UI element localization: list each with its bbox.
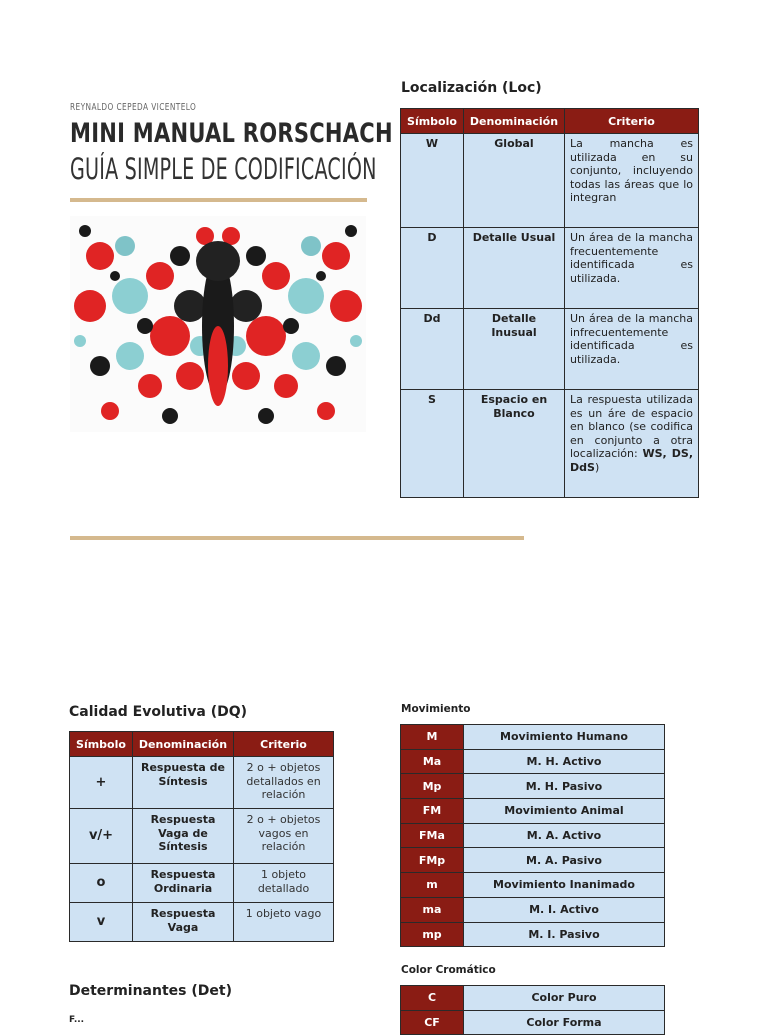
mov-denomination: M. A. Pasivo	[464, 848, 665, 873]
mov-symbol: ma	[401, 897, 464, 922]
mov-denomination: M. A. Activo	[464, 823, 665, 848]
mov-table	[400, 724, 665, 947]
loc-criterion-end: )	[594, 460, 600, 474]
title-rule	[70, 198, 367, 202]
table-row	[401, 390, 699, 498]
dq-symbol: v/+	[70, 809, 133, 864]
table-row	[401, 986, 665, 1011]
table-row	[401, 1010, 665, 1035]
title-line-2: GUÍA SIMPLE DE CODIFICACIÓN	[70, 152, 377, 186]
table-row	[401, 922, 665, 947]
loc-header-criterion: Criterio	[565, 109, 699, 134]
mov-denomination: Movimiento Animal	[464, 799, 665, 824]
dq-denomination: Respuesta Vaga	[133, 903, 234, 942]
dq-denomination: Respuesta Ordinaria	[133, 864, 234, 903]
color-table	[400, 985, 665, 1035]
mov-title: Movimiento	[401, 703, 471, 715]
dq-criterion: 2 o + objetos vagos en relación	[234, 809, 334, 864]
loc-denomination: Detalle Inusual	[464, 309, 565, 390]
loc-symbol: D	[401, 228, 464, 309]
mov-denomination: M. H. Pasivo	[464, 774, 665, 799]
table-row	[401, 873, 665, 898]
table-row	[401, 774, 665, 799]
dq-symbol: +	[70, 757, 133, 809]
dq-table	[69, 731, 334, 942]
loc-header-symbol: Símbolo	[401, 109, 464, 134]
dq-header-criterion: Criterio	[234, 732, 334, 757]
det-subheading: F...	[69, 1015, 85, 1025]
table-row	[401, 749, 665, 774]
mov-symbol: Ma	[401, 749, 464, 774]
mov-symbol: FMa	[401, 823, 464, 848]
table-row	[401, 725, 665, 750]
loc-header-denomination: Denominación	[464, 109, 565, 134]
loc-criterion: Un área de la mancha frecuentemente identificada es utilizada.	[565, 228, 699, 309]
mov-denomination: M. I. Pasivo	[464, 922, 665, 947]
dq-denomination: Respuesta de Síntesis	[133, 757, 234, 809]
table-row	[70, 903, 334, 942]
mov-denomination: Movimiento Inanimado	[464, 873, 665, 898]
dq-criterion: 2 o + objetos detallados en relación	[234, 757, 334, 809]
color-symbol: CF	[401, 1010, 464, 1035]
mov-symbol: FMp	[401, 848, 464, 873]
table-row	[401, 799, 665, 824]
mov-denomination: M. I. Activo	[464, 897, 665, 922]
color-denomination: Color Forma	[464, 1010, 665, 1035]
mov-denomination: M. H. Activo	[464, 749, 665, 774]
title-line-1: MINI MANUAL RORSCHACH	[70, 118, 393, 149]
loc-table	[400, 108, 699, 498]
author-name: REYNALDO CEPEDA VICENTELO	[70, 102, 197, 113]
table-row	[401, 134, 699, 228]
loc-criterion-bold: WS, DS, DdS	[570, 447, 693, 474]
color-denomination: Color Puro	[464, 986, 665, 1011]
loc-criterion-text: La respuesta utilizada es un áre de espacio en blanco (se codifica en conjunto a otra localización:	[570, 393, 693, 461]
table-row	[401, 848, 665, 873]
color-title: Color Cromático	[401, 964, 496, 976]
table-row	[70, 757, 334, 809]
loc-symbol: W	[401, 134, 464, 228]
mov-denomination: Movimiento Humano	[464, 725, 665, 750]
table-row	[401, 823, 665, 848]
table-row	[70, 809, 334, 864]
color-symbol: C	[401, 986, 464, 1011]
table-row	[401, 309, 699, 390]
loc-symbol: Dd	[401, 309, 464, 390]
mov-symbol: m	[401, 873, 464, 898]
mov-symbol: M	[401, 725, 464, 750]
dq-criterion: 1 objeto vago	[234, 903, 334, 942]
det-title: Determinantes (Det)	[69, 983, 232, 999]
table-row	[401, 228, 699, 309]
loc-symbol: S	[401, 390, 464, 498]
dq-symbol: v	[70, 903, 133, 942]
table-row	[401, 897, 665, 922]
loc-title: Localización (Loc)	[401, 80, 542, 96]
dq-denomination: Respuesta Vaga de Síntesis	[133, 809, 234, 864]
loc-criterion: Un área de la mancha infrecuentemente identificada es utilizada.	[565, 309, 699, 390]
dq-header-symbol: Símbolo	[70, 732, 133, 757]
dq-header-denomination: Denominación	[133, 732, 234, 757]
mov-symbol: Mp	[401, 774, 464, 799]
dq-symbol: o	[70, 864, 133, 903]
loc-denomination: Detalle Usual	[464, 228, 565, 309]
loc-criterion	[565, 390, 699, 498]
inkblot-image	[70, 216, 366, 432]
table-row	[70, 864, 334, 903]
loc-denomination: Espacio en Blanco	[464, 390, 565, 498]
dq-title: Calidad Evolutiva (DQ)	[69, 704, 248, 720]
section-rule	[70, 536, 524, 540]
dq-criterion: 1 objeto detallado	[234, 864, 334, 903]
loc-denomination: Global	[464, 134, 565, 228]
mov-symbol: FM	[401, 799, 464, 824]
mov-symbol: mp	[401, 922, 464, 947]
loc-criterion: La mancha es utilizada en su conjunto, incluyendo todas las áreas que lo integran	[565, 134, 699, 228]
